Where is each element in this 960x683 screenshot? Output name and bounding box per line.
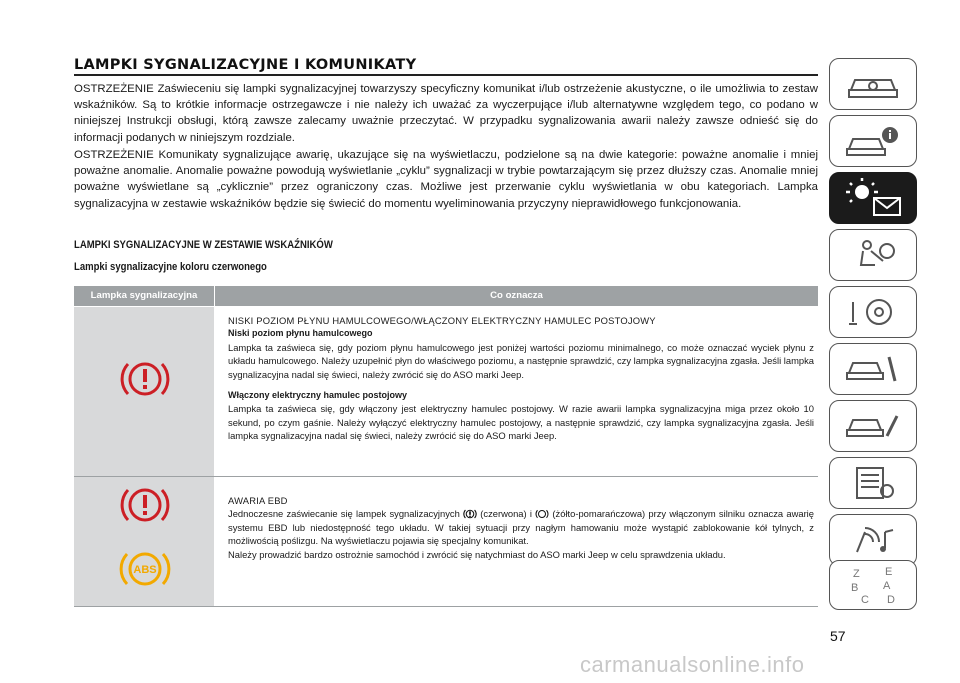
warning-lights-icon	[838, 176, 908, 220]
abs-icon-label: ABS	[133, 564, 157, 576]
tab-car-info[interactable]	[829, 115, 917, 167]
tab-specs[interactable]	[829, 457, 917, 509]
specs-list-icon	[843, 465, 903, 501]
warning-paragraph-1: OSTRZEŻENIE Zaświeceniu się lampki sygnalizacyjnej towarzyszy specyficzny komunikat i/lub ostrzeżenie akustyczne, o ile umożliwia to zestaw wskaźników. Są to krótkie informacje ostrzegawcze i nie należy ich uważać za wyczerpujące i/lub alternatywne względem tego, co podano w niniejszej Instrukcji obsługi, którą zawsze zalecamy uważnie przeczytać. W przypadku sygnalizowania awarii należy zawsze odnieść się do informacji podanych w niniejszym rozdziale.	[74, 83, 818, 144]
row1-description	[228, 314, 814, 443]
brake-warning-icon	[119, 483, 171, 527]
tab-dashboard[interactable]	[829, 58, 917, 110]
watermark: carmanualsonline.info	[580, 652, 805, 677]
row2-text	[228, 507, 814, 547]
airbag-seat-icon	[843, 237, 903, 273]
index-letter: A	[883, 580, 891, 592]
index-icon	[843, 565, 903, 605]
abs-warning-icon	[117, 546, 173, 592]
car-dashboard-icon	[843, 66, 903, 102]
row2-title: AWARIA EBD	[228, 495, 288, 506]
car-service-icon	[843, 351, 903, 387]
tab-multimedia[interactable]	[829, 514, 917, 566]
car-info-icon	[843, 123, 903, 159]
car-wrench-icon	[843, 408, 903, 444]
row1-text-2: Lampka ta zaświeca się, gdy włączony jest elektryczny hamulec postojowy. W razie awarii lampka sygnalizacyjna miga przez około 10 sekund, po czym gaśnie. Należy wyłączyć elektryczny hamulec postojowy, a następnie sprawdzić, czy lampka sygnalizacyjna zgasła. Jeśli lampka sygnalizacyjna nadal się świeci, należy zwrócić się do ASO marki Jeep.	[228, 403, 814, 442]
row2-description	[228, 494, 814, 561]
row1-title: NISKI POZIOM PŁYNU HAMULCOWEGO/WŁĄCZONY ELEKTRYCZNY HAMULEC POSTOJOWY	[228, 315, 656, 326]
index-letter: D	[887, 594, 895, 605]
table-bottom-rule	[74, 606, 818, 607]
subsection-heading: Lampki sygnalizacyjne koloru czerwonego	[74, 261, 267, 273]
inline-brake-icon	[463, 508, 477, 520]
brake-warning-icon	[119, 357, 171, 401]
multimedia-icon	[843, 522, 903, 558]
row-separator	[74, 476, 818, 477]
row1-subtitle-1: Niski poziom płynu hamulcowego	[228, 328, 373, 339]
row1-text-1: Lampka ta zaświeca się, gdy poziom płynu hamulcowego jest poniżej wartości poziomu minimalnego, co może oznaczać wyciek płynu z układu hamulcowego. Należy uzupełnić płyn do właściwego poziomu, a następnie sprawdzić, czy lampka sygnalizacyjna zgasła. Jeśli lampka sygnalizacyjna nadal się świeci, należy zwrócić się do ASO marki Jeep.	[228, 341, 814, 380]
inline-abs-icon	[535, 508, 549, 520]
row1-subtitle-2: Włączony elektryczny hamulec postojowy	[228, 390, 408, 401]
tab-driving[interactable]	[829, 286, 917, 338]
steering-wheel-icon	[843, 294, 903, 330]
column-header-meaning: Co oznacza	[215, 286, 818, 306]
warning-paragraph-2: OSTRZEŻENIE Komunikaty sygnalizujące awarię, ukazujące się na wyświetlaczu, podzielone są na dwie kategorie: poważne anomalie i mniej poważne anomalie. Anomalie poważne powodują wyświetlanie „cyklu” sygnalizacji w trybie powtarzającym się przez dłuższy czas. Anomalie mniej poważne wyświetlane są „cyklicznie” przez ograniczony czas. Możliwe jest przerwanie cyklu wyświetlania w obu kategoriach. Lampka sygnalizacyjna w zestawie wskaźników będzie się świecić do momentu wyeliminowania przyczyny nieprawidłowego funkcjonowania.	[74, 149, 818, 210]
index-letter: Z	[853, 568, 860, 580]
row2-text-a: Jednoczesne zaświecanie się lampek sygnalizacyjnych	[228, 508, 460, 520]
section-heading: LAMPKI SYGNALIZACYJNE W ZESTAWIE WSKAŹNIKÓW	[74, 239, 333, 251]
page-number: 57	[830, 628, 846, 644]
tab-emergency[interactable]	[829, 343, 917, 395]
page-title: LAMPKI SYGNALIZACYJNE I KOMUNIKATY	[74, 57, 417, 73]
title-underline	[74, 74, 818, 76]
row2-text-d: Należy prowadzić bardzo ostrożnie samochód i zwrócić się natychmiast do ASO marki Jeep w celu sprawdzenia układu.	[228, 548, 726, 560]
tab-warning-lights[interactable]	[829, 172, 917, 224]
index-letter: C	[861, 594, 869, 605]
tab-index[interactable]	[829, 560, 917, 610]
row2-text-c: (żółto-pomarańczowa) przy włączonym silniku oznacza awarię systemu EBD lub niedostępność tego układu. W takiej sytuacji przy nagłym hamowaniu może wystąpić zablokowanie kół tylnych, z możliwością poślizgu. Na wyświetlaczu pojawia się specjalny komunikat.	[228, 508, 814, 547]
index-letter: E	[885, 566, 893, 578]
column-header-lamp: Lampka sygnalizacyjna	[74, 286, 214, 306]
row2-text-b: (czerwona) i	[480, 508, 532, 520]
index-letter: B	[851, 582, 859, 594]
tab-maintenance[interactable]	[829, 400, 917, 452]
tab-safety[interactable]	[829, 229, 917, 281]
